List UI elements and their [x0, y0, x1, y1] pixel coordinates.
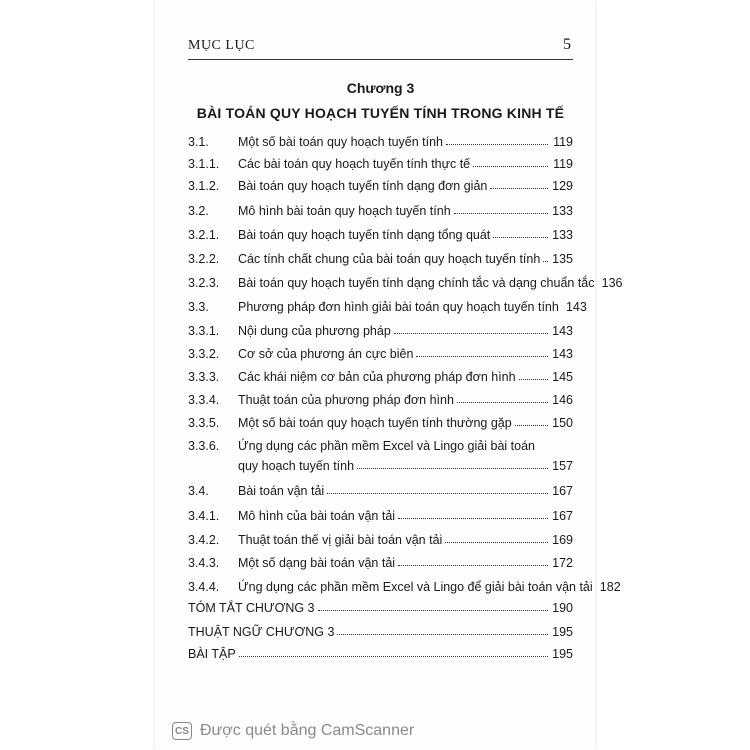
toc-dot-leader	[327, 492, 548, 494]
toc-entry-label: Bài toán quy hoạch tuyến tính dạng chính tắc và dạng chuẩn tắc	[238, 276, 595, 290]
toc-entry	[188, 343, 573, 361]
watermark-text: Được quét bằng CamScanner	[200, 722, 415, 739]
toc-entry-label: Mô hình bài toán quy hoạch tuyến tính	[238, 204, 451, 218]
toc-entry-label: Nội dung của phương pháp	[238, 324, 391, 338]
toc-entry-page: 172	[552, 556, 573, 570]
toc-entry-page: 119	[553, 157, 573, 171]
toc-entry-label: Một số dạng bài toán vận tải	[238, 556, 396, 570]
toc-entry-label: Bài toán vận tải	[238, 484, 325, 498]
toc-entry	[188, 643, 573, 661]
toc-dot-leader	[457, 401, 548, 403]
toc-entry-page: 167	[552, 484, 573, 498]
chapter-title: BÀI TOÁN QUY HOẠCH TUYẾN TÍNH TRONG KINH TẾ	[196, 105, 565, 121]
toc-entry-page: 195	[552, 647, 573, 661]
toc-entry	[188, 597, 573, 615]
page-number: 5	[563, 36, 571, 53]
toc-entry	[188, 412, 573, 430]
toc-dot-leader	[398, 564, 548, 566]
toc-entry-number: 3.2.1.	[188, 228, 220, 242]
toc-entry-label: Một số bài toán quy hoạch tuyến tính thường gặp	[238, 416, 512, 430]
toc-dot-leader	[416, 355, 548, 357]
toc-entry-number: 3.3.4.	[188, 393, 220, 407]
header-rule	[188, 59, 573, 60]
toc-entry-page: 135	[552, 252, 573, 266]
toc-entry	[188, 576, 621, 594]
toc-entry-label: Các tính chất chung của bài toán quy hoạch tuyến tính	[238, 252, 541, 266]
toc-entry-label: BÀI TẬP	[188, 647, 236, 661]
chapter-number: Chương 3	[346, 80, 415, 96]
toc-entry-label: Phương pháp đơn hình giải bài toán quy hoạch tuyến tính	[238, 300, 559, 314]
toc-entry	[188, 529, 573, 547]
toc-entry	[188, 131, 573, 149]
toc-entry-number: 3.3.5.	[188, 416, 220, 430]
toc-dot-leader	[490, 187, 548, 189]
toc-entry-number: 3.3.6.	[188, 439, 220, 453]
toc-entry-number: 3.1.1.	[188, 157, 220, 171]
toc-entry	[188, 320, 573, 338]
toc-entry-page: 190	[552, 601, 573, 615]
toc-entry-number: 3.4.3.	[188, 556, 220, 570]
toc-entry-page: 150	[552, 416, 573, 430]
toc-entry-label: Ứng dụng các phần mềm Excel và Lingo giải bài toán	[238, 439, 535, 453]
toc-entry-number: 3.4.4.	[188, 580, 220, 594]
toc-entry	[188, 455, 573, 473]
toc-entry-page: 169	[552, 533, 573, 547]
toc-entry	[188, 272, 623, 290]
toc-entry	[188, 296, 587, 314]
toc-dot-leader	[398, 517, 548, 519]
toc-entry-page: 182	[599, 580, 621, 594]
toc-entry-label: Các khái niệm cơ bản của phương pháp đơn hình	[238, 370, 516, 384]
toc-entry-number: 3.1.	[188, 135, 209, 149]
toc-entry-page: 195	[552, 625, 573, 639]
toc-entry	[188, 480, 573, 498]
toc-entry-page: 167	[552, 509, 573, 523]
toc-dot-leader	[519, 378, 548, 380]
toc-dot-leader	[446, 143, 548, 145]
camscanner-watermark	[172, 718, 414, 744]
toc-entry	[188, 389, 573, 407]
toc-entry-number: 3.4.	[188, 484, 209, 498]
toc-entry-number: 3.2.3.	[188, 276, 220, 290]
toc-entry-page: 133	[552, 228, 573, 242]
toc-entry-page: 119	[553, 135, 573, 149]
toc-entry-number: 3.1.2.	[188, 179, 220, 193]
toc-entry-label: TÓM TẮT CHƯƠNG 3	[188, 601, 315, 615]
toc-entry	[188, 435, 573, 453]
running-header-title: MỤC LỤC	[188, 38, 255, 53]
toc-entry-number: 3.4.2.	[188, 533, 220, 547]
toc-entry-number: 3.4.1.	[188, 509, 220, 523]
toc-entry-label: THUẬT NGỮ CHƯƠNG 3	[188, 625, 335, 639]
toc-dot-leader	[445, 541, 548, 543]
toc-dot-leader	[394, 332, 548, 334]
toc-entry-label: Mô hình của bài toán vận tải	[238, 509, 396, 523]
toc-entry-label: Bài toán quy hoạch tuyến tính dạng tổng quát	[238, 228, 491, 242]
camscanner-logo-icon: CS	[172, 722, 192, 740]
toc-entry-label: Ứng dụng các phần mềm Excel và Lingo để giải bài toán vận tải	[238, 580, 593, 594]
toc-entry-page: 143	[565, 300, 587, 314]
toc-dot-leader	[337, 633, 548, 635]
toc-entry-label: Một số bài toán quy hoạch tuyến tính	[238, 135, 443, 149]
toc-entry-number: 3.3.1.	[188, 324, 220, 338]
toc-dot-leader	[239, 655, 548, 657]
toc-entry-label: Thuật toán thế vị giải bài toán vận tải	[238, 533, 443, 547]
toc-entry-number: 3.3.3.	[188, 370, 220, 384]
toc-entry	[188, 552, 573, 570]
toc-entry	[188, 366, 573, 384]
toc-entry-number: 3.3.	[188, 300, 209, 314]
toc-entry-page: 145	[552, 370, 573, 384]
running-header	[188, 38, 573, 58]
toc-dot-leader	[543, 260, 548, 262]
toc-entry	[188, 175, 573, 193]
toc-entry-page: 157	[552, 459, 573, 473]
toc-entry-page: 129	[552, 179, 573, 193]
toc-entry-label: Cơ sở của phương án cực biên	[238, 347, 414, 361]
toc-entry-label: Các bài toán quy hoạch tuyến tính thực tế	[238, 157, 471, 171]
toc-entry	[188, 224, 573, 242]
toc-entry	[188, 153, 573, 171]
toc-dot-leader	[357, 467, 548, 469]
toc-entry-page: 143	[552, 347, 573, 361]
toc-dot-leader	[515, 424, 548, 426]
toc-entry-page: 146	[552, 393, 573, 407]
toc-entry-number: 3.2.	[188, 204, 209, 218]
toc-dot-leader	[318, 609, 549, 611]
toc-entry	[188, 621, 573, 639]
toc-entry-label: quy hoạch tuyến tính	[238, 459, 355, 473]
toc-dot-leader	[454, 212, 548, 214]
toc-entry	[188, 200, 573, 218]
toc-dot-leader	[473, 165, 548, 167]
toc-entry-number: 3.3.2.	[188, 347, 220, 361]
toc-entry-page: 133	[552, 204, 573, 218]
toc-entry-label: Thuật toán của phương pháp đơn hình	[238, 393, 454, 407]
toc-entry-page: 136	[601, 276, 623, 290]
toc-entry-number: 3.2.2.	[188, 252, 220, 266]
toc-dot-leader	[493, 236, 548, 238]
toc-entry	[188, 248, 573, 266]
toc-entry	[188, 505, 573, 523]
toc-entry-label: Bài toán quy hoạch tuyến tính dạng đơn giản	[238, 179, 488, 193]
toc-entry-page: 143	[552, 324, 573, 338]
